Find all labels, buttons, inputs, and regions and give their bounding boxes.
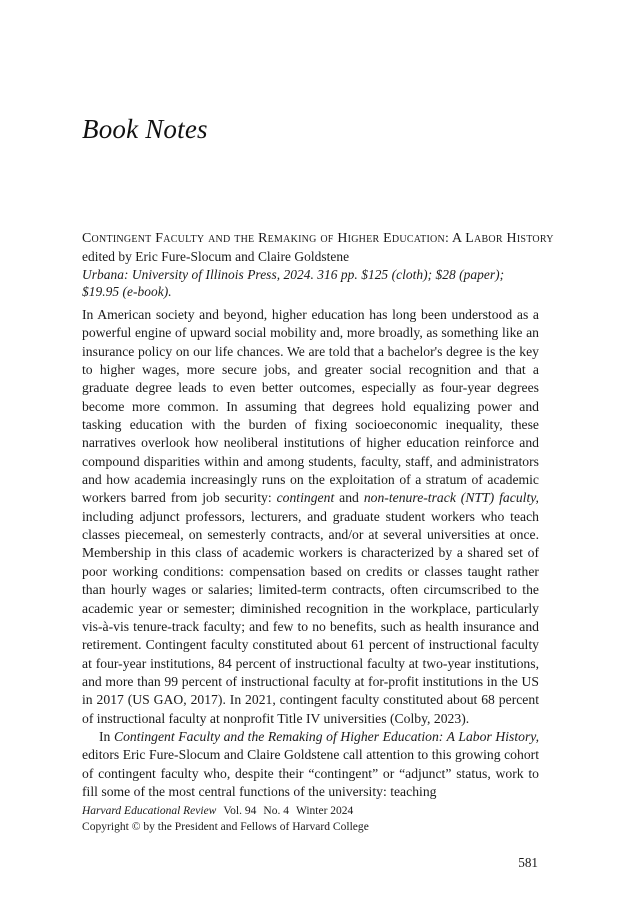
- book-imprint-line-2: $19.95 (e-book).: [82, 284, 172, 300]
- book-title: Contingent Faculty and the Remaking of Higher Education: A Labor History: [82, 231, 554, 246]
- page-number: 581: [518, 855, 538, 870]
- paragraph-2-text-part-2: editors Eric Fure-Slocum and Claire Goldstene call attention to this growing cohort of contingent faculty who, despite their “contingent” or “adjunct” status, work to fill some of the most central functions of the university: teaching: [82, 747, 539, 799]
- paragraph-1-text-part-3: including adjunct professors, lecturers, and graduate student workers who teach classes piecemeal, on semesterly contracts, and/or at several universities at once. Membership in this class of academic workers is characterized by a shared set of poor working conditions: compensation based on credits or classes taught rather than hourly wages or salaries; limited-term contracts, often circumscribed to the academic year or semester; diminished recognition in the workplace, particularly vis-à-vis tenure-track faculty; and few to no benefits, such as health insurance and retirement. Contingent faculty constituted about 61 percent of instructional faculty at four-year institutions, 84 percent of instructional faculty at two-year institutions, and more than 99 percent of instructional faculty at for-profit institutions in the US in 2017 (US GAO, 2017). In 2021, contingent faculty constituted about 68 percent of instructional faculty at nonprofit Title IV universities (Colby, 2023).: [82, 508, 539, 726]
- paragraph-2-italic-book-title: Contingent Faculty and the Remaking of Higher Education: A Labor History,: [113, 728, 539, 744]
- review-body: [82, 306, 539, 801]
- footer-volume: Vol. 94: [223, 805, 257, 817]
- book-citation-block: [82, 230, 554, 301]
- page-footer: [82, 804, 542, 835]
- paragraph-2-text-part-1: In: [99, 728, 114, 744]
- paragraph-1-text-part-1: In American society and beyond, higher education has long been understood as a powerful engine of upward social mobility and, more broadly, as something like an insurance policy on our life chances. We are told that a bachelor's degree is the key to higher wages, more secure jobs, and greater social recognition and that a graduate degree leads to even better outcomes, especially as four-year degrees become more common. In assuming that degrees hold equalizing power and tasking education with the burden of fixing socioeconomic inequality, these narratives overlook how neoliberal institutions of higher education reinforce and compound disparities within and among students, faculty, staff, and administrators and how academia increasingly runs on the exploitation of a stratum of academic workers barred from job security:: [82, 307, 539, 506]
- body-paragraph-1: [82, 306, 539, 728]
- body-paragraph-2: [82, 728, 539, 801]
- book-imprint-line-1: Urbana: University of Illinois Press, 2024. 316 pp. $125 (cloth); $28 (paper);: [82, 266, 505, 282]
- paragraph-1-italic-term-1: contingent: [276, 490, 335, 506]
- book-editors: edited by Eric Fure-Slocum and Claire Goldstene: [82, 248, 350, 264]
- footer-issue: Winter 2024: [295, 805, 354, 817]
- paragraph-1-italic-term-2: non-tenure-track (NTT) faculty,: [363, 490, 539, 506]
- footer-number: No. 4: [263, 805, 289, 817]
- paragraph-1-text-part-2: and: [334, 490, 364, 506]
- footer-journal-name: Harvard Educational Review: [82, 805, 217, 817]
- page-title: Book Notes: [82, 114, 208, 144]
- footer-copyright: Copyright © by the President and Fellows of Harvard College: [82, 820, 369, 833]
- footer-journal-line: [82, 804, 542, 820]
